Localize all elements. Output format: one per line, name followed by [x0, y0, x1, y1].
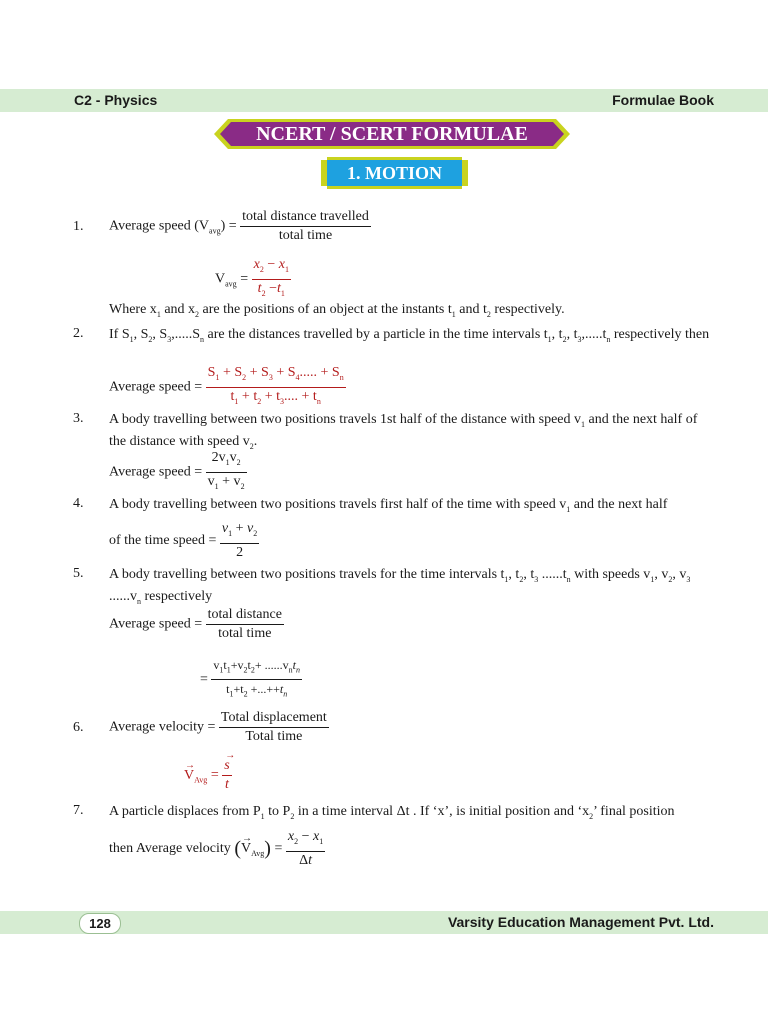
text: are the positions of an object at the instants t [202, 302, 452, 317]
fraction [219, 709, 329, 746]
formula-text: Average speed = [109, 464, 203, 480]
item-text: A body travelling between two positions travels 1st half of the distance with speed $v_1$ and the next half of the distance with speed $v_2$. [109, 412, 698, 451]
numerator: $v_1t_1+v_2t_2+ ......v_nt_n$ [211, 656, 302, 680]
item-number: 6. [73, 720, 84, 735]
text: in a time interval [297, 804, 394, 819]
formula-text: Average speed = [109, 379, 203, 395]
formula-average-speed [109, 208, 371, 245]
footer-publisher: Varsity Education Management Pvt. Ltd. [447, 914, 714, 930]
text: respectively [144, 588, 213, 604]
fraction [206, 364, 346, 411]
banner-title: NCERT / SCERT FORMULAE [256, 123, 528, 145]
numerator: $S_1 + S_2 + S_3 + S_4$..... + $S_n$ [206, 364, 346, 388]
formula-text: = [240, 271, 249, 287]
formula-text: of the time speed = [109, 533, 217, 549]
text: and the next half [573, 497, 668, 512]
formula-text: Average speed = [109, 616, 203, 632]
fraction [252, 256, 291, 303]
numerator: Total displacement [219, 709, 329, 728]
fraction [286, 828, 325, 870]
text: with speeds v [574, 567, 651, 582]
formula-mean-speed [109, 520, 259, 562]
text: ,.....t [581, 327, 607, 342]
subscript: avg [209, 226, 221, 236]
formula-text: Average speed (V [109, 218, 210, 234]
denominator: $t_1+t_2 +...++t_n$ [226, 682, 288, 699]
text: If S [109, 327, 130, 342]
formula-text: then Average velocity [109, 841, 231, 857]
denominator: t [225, 777, 229, 792]
item-text: A body travelling between two positions travels first half of the time with speed $v_1$ and the next half [109, 497, 668, 514]
fraction [220, 520, 259, 562]
formula-text: Average velocity = [109, 719, 216, 735]
text: and t [459, 302, 487, 317]
fraction [222, 757, 231, 794]
formula-text: V [215, 271, 226, 287]
fraction [211, 656, 302, 704]
numerator: $x_2 - x_1$ [252, 256, 291, 280]
formula-total-distance [109, 606, 284, 643]
header-subject: C2 - Physics [74, 92, 158, 108]
formula-velocity-delta: then Average velocity (→ $V_{Avg}$) = $\frac{x_2 - x_1}{\Delta t}$ [109, 828, 325, 870]
item-text: A particle displaces from $P_1$ to $P_2$ in a time interval Δt . If ‘x’, is initial position and ‘$x_2$’ final position [109, 804, 675, 821]
text: ,.....S [171, 327, 201, 342]
text: are the distances travelled by a particle in the time intervals t [207, 327, 548, 342]
text: to P [268, 804, 291, 819]
text: ......v [109, 588, 137, 604]
numerator: $v_1 + v_2$ [220, 520, 259, 544]
fraction [206, 606, 284, 643]
formula-vavg [215, 256, 291, 303]
text: Where x [109, 302, 157, 317]
text: , t [551, 327, 563, 342]
formula-average-speed-n [109, 364, 346, 411]
fraction [206, 449, 247, 496]
text: A body travelling between two positions travels 1st half of the distance with speed v [109, 412, 582, 427]
text: ......t [541, 567, 567, 582]
numerator: $x_2 - x_1$ [286, 828, 325, 852]
text: , t [508, 567, 520, 582]
text: and x [164, 302, 196, 317]
denominator: 2 [236, 544, 244, 560]
text: , t [523, 567, 535, 582]
denominator: $t_2 -t_1$ [257, 280, 285, 298]
formula-text: ) = [220, 218, 237, 234]
item-number: 4. [73, 496, 84, 511]
denominator: total time [218, 626, 272, 641]
text: A body travelling between two positions travels for the time intervals t [109, 567, 505, 582]
text: . If ‘x’, is initial position and ‘x [412, 804, 590, 819]
header-book-title: Formulae Book [612, 92, 714, 108]
item-text: If $S_1$, $S_2$, $S_3,.....S_n$ are the distances travelled by a particle in the time intervals $t_1$, $t_2$, $t_3,.....t_n$ respectively then [109, 327, 710, 344]
item-number: 7. [73, 803, 84, 818]
chapter-title: 1. MOTION [346, 163, 442, 183]
formula-weighted-speed [200, 656, 302, 704]
denominator: Δt [299, 852, 312, 868]
text: , t [566, 327, 578, 342]
text: . [253, 433, 258, 449]
item-number: 2. [73, 326, 84, 341]
formula-harmonic-speed [109, 449, 247, 496]
fraction [240, 208, 371, 245]
text: , S [152, 327, 168, 342]
denominator: $t_1 + t_2 + t_3$.... + $t_n$ [230, 388, 321, 406]
text: , v [654, 567, 669, 582]
text: respectively then [613, 327, 710, 342]
denominator: total time [278, 228, 333, 243]
text: respectively. [494, 302, 565, 317]
text: , S [133, 327, 149, 342]
text: A body travelling between two positions travels first half of the time with speed v [109, 497, 567, 512]
numerator: total distance travelled [240, 208, 371, 227]
denominator: Total time [245, 729, 303, 744]
subscript: avg [225, 279, 237, 289]
numerator: total distance [206, 606, 284, 625]
text: ’ final position [593, 804, 675, 819]
page-number: 128 [79, 913, 121, 934]
numerator: → s [222, 757, 231, 776]
numerator: $2v_1v_2$ [206, 449, 247, 473]
text: A particle displaces from P [109, 804, 261, 819]
item-number: 1. [73, 219, 84, 234]
denominator: $v_1 + v_2$ [207, 473, 245, 491]
item-text: A body travelling between two positions travels for the time intervals $t_1$, $t_2$, $t_3$ $......t_n$ with speeds $v_1$, $v_2$, $v_3$ $......v_n$ respectively [109, 567, 691, 606]
item-number: 5. [73, 566, 84, 581]
text: , v [672, 567, 687, 582]
item-number: 3. [73, 411, 84, 426]
text: and the next half of the distance with speed v [109, 412, 698, 449]
formula-velocity-vector: → $V_{Avg}$ = → $\frac{s}{t}$ [184, 757, 232, 794]
formula-average-velocity [109, 709, 329, 746]
formula-text: = [200, 672, 208, 688]
where-clause: Where $x_1$ and $x_2$ are the positions of an object at the instants $t_1$ and $t_2$ respectively. [109, 302, 565, 319]
